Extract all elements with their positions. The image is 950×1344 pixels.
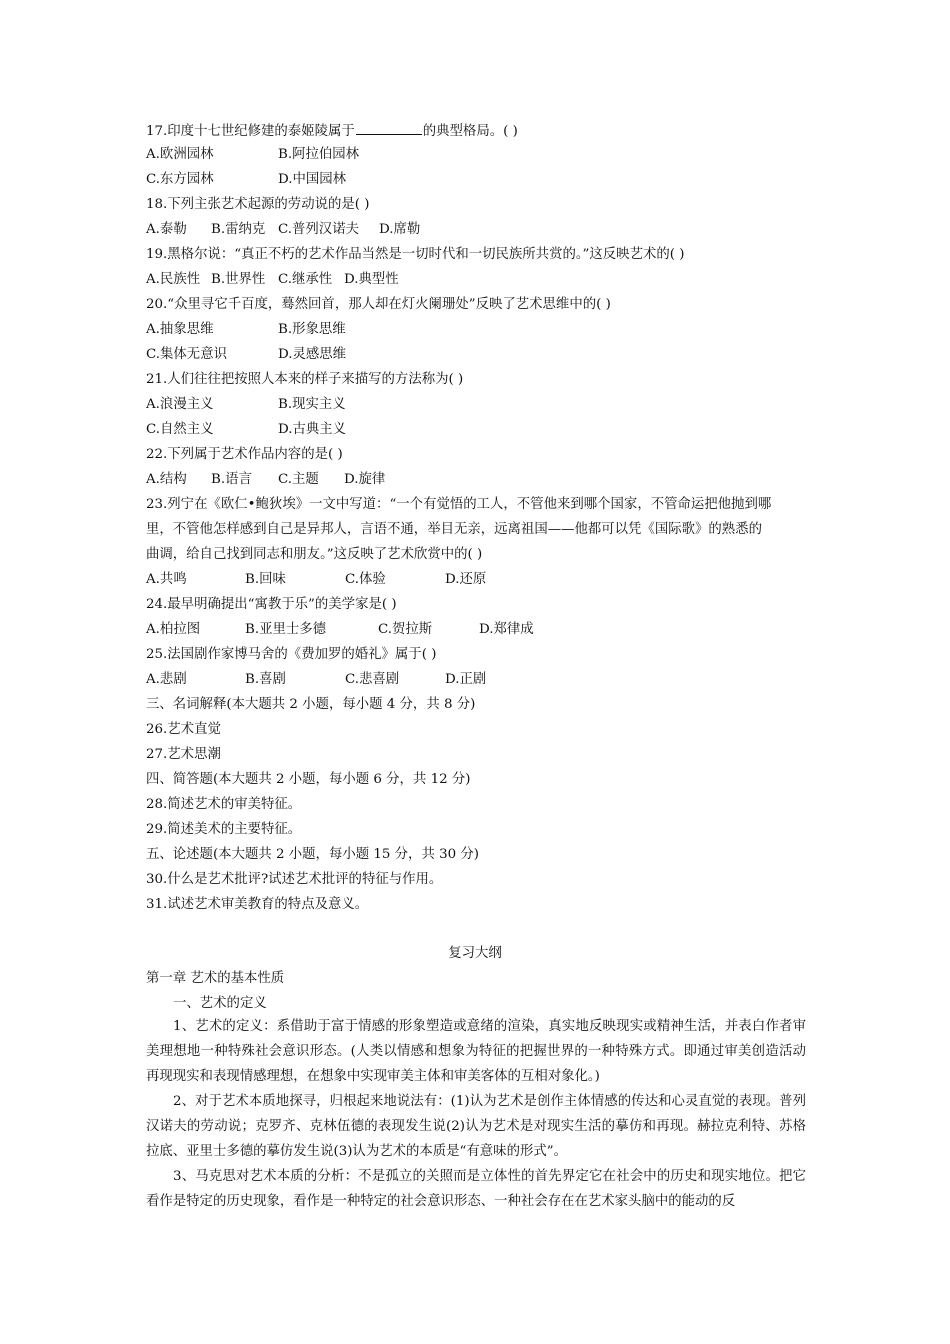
question-24-stem: 24.最早明确提出“寓教于乐”的美学家是( ) (146, 597, 397, 612)
question-17 (146, 121, 518, 141)
option-a: A.欧洲园林 (146, 147, 214, 162)
section-3-heading: 三、名词解释(本大题共 2 小题，每小题 4 分，共 8 分) (146, 697, 476, 712)
question-23-stem-line3: 曲调，给自己找到同志和朋友。”这反映了艺术欣赏中的( ) (146, 547, 483, 562)
option-b: B.回味 (245, 572, 286, 587)
option-a: A.柏拉图 (146, 622, 201, 637)
section-4-heading: 四、简答题(本大题共 2 小题，每小题 6 分，共 12 分) (146, 772, 471, 787)
option-c: C.主题 (278, 472, 319, 487)
option-a: A.民族性 (146, 272, 201, 287)
section-subheading: 一、艺术的定义 (173, 996, 267, 1011)
outline-title: 复习大纲 (448, 946, 502, 961)
option-c: C.东方园林 (146, 172, 214, 187)
option-d: D.古典主义 (278, 422, 347, 437)
option-d: D.旋律 (344, 472, 386, 487)
question-31: 31.试述艺术审美教育的特点及意义。 (146, 897, 369, 912)
option-c: C.集体无意识 (146, 347, 227, 362)
option-d: D.典型性 (344, 272, 399, 287)
question-29: 29.简述美术的主要特征。 (146, 822, 302, 837)
chapter-heading: 第一章 艺术的基本性质 (146, 971, 285, 986)
option-a: A.结构 (146, 472, 187, 487)
option-a: A.泰勒 (146, 222, 187, 237)
option-c: C.悲喜剧 (345, 672, 400, 687)
option-c: C.继承性 (278, 272, 333, 287)
option-d: D.中国园林 (278, 172, 347, 187)
option-d: D.席勒 (379, 222, 421, 237)
option-b: B.雷纳克 (211, 222, 266, 237)
option-a: A.悲剧 (146, 672, 187, 687)
question-25-stem: 25.法国剧作家博马舍的《费加罗的婚礼》属于( ) (146, 647, 437, 662)
answer-blank (356, 121, 422, 135)
option-b: B.现实主义 (278, 397, 346, 412)
question-21-stem: 21.人们往往把按照人本来的样子来描写的方法称为( ) (146, 372, 464, 387)
outline-paragraph-3: 3、马克思对艺术本质的分析：不是孤立的关照而是立体性的首先界定它在社会中的历史和现实地位。把它看作是特定的历史现象，看作是一种特定的社会意识形态、一种社会存在在艺术家头脑中的能动的反 (146, 1169, 806, 1209)
question-19-stem: 19.黑格尔说：“真正不朽的艺术作品当然是一切时代和一切民族所共赏的。”这反映艺术的( ) (146, 247, 685, 262)
question-22-stem: 22.下列属于艺术作品内容的是( ) (146, 447, 343, 462)
option-c: C.自然主义 (146, 422, 214, 437)
option-c: C.体验 (345, 572, 386, 587)
option-b: B.语言 (211, 472, 252, 487)
option-b: B.阿拉伯园林 (278, 147, 360, 162)
option-d: D.正剧 (445, 672, 487, 687)
section-5-heading: 五、论述题(本大题共 2 小题，每小题 15 分，共 30 分) (146, 847, 480, 862)
question-23-stem-line1: 23.列宁在《欧仁•鲍狄埃》一文中写道：“一个有觉悟的工人，不管他来到哪个国家，不管命运把他抛到哪 (146, 497, 772, 512)
option-c: C.贺拉斯 (378, 622, 433, 637)
option-b: B.亚里士多德 (245, 622, 327, 637)
option-a: A.浪漫主义 (146, 397, 214, 412)
option-c: C.普列汉诺夫 (278, 222, 359, 237)
option-d: D.郑律成 (479, 622, 534, 637)
question-18-stem: 18.下列主张艺术起源的劳动说的是( ) (146, 197, 370, 212)
option-a: A.抽象思维 (146, 322, 214, 337)
question-28: 28.简述艺术的审美特征。 (146, 797, 302, 812)
question-17-stem-start: 17.印度十七世纪修建的泰姬陵属于 (146, 124, 355, 139)
question-20-stem: 20.“众里寻它千百度，蓦然回首，那人却在灯火阑珊处”反映了艺术思维中的( ) (146, 297, 611, 312)
question-30: 30.什么是艺术批评?试述艺术批评的特征与作用。 (146, 872, 443, 887)
option-b: B.世界性 (211, 272, 266, 287)
question-27: 27.艺术思潮 (146, 747, 221, 762)
option-b: B.喜剧 (245, 672, 286, 687)
question-17-stem-end: 的典型格局。( ) (422, 124, 518, 139)
option-d: D.灵感思维 (278, 347, 347, 362)
option-b: B.形象思维 (278, 322, 346, 337)
question-26: 26.艺术直觉 (146, 722, 221, 737)
question-23-stem-line2: 里，不管他怎样感到自己是异邦人，言语不通，举目无亲，远离祖国——他都可以凭《国际歌》的熟悉的 (146, 522, 762, 537)
option-a: A.共鸣 (146, 572, 187, 587)
outline-paragraph-1: 1、艺术的定义：系借助于富于情感的形象塑造或意绪的渲染，真实地反映现实或精神生活，并表白作者审美理想地一种特殊社会意识形态。(人类以情感和想象为特征的把握世界的一种特殊方式。即通过审美创造活动再现现实和表现情感理想，在想象中实现审美主体和审美客体的互相对象化。) (146, 1019, 806, 1084)
option-d: D.还原 (445, 572, 487, 587)
outline-paragraph-2: 2、对于艺术本质地探寻，归根起来地说法有：(1)认为艺术是创作主体情感的传达和心灵直觉的表现。普列汉诺夫的劳动说；克罗齐、克林伍德的表现发生说(2)认为艺术是对现实生活的摹仿和再现。赫拉克利特、苏格拉底、亚里士多德的摹仿发生说(3)认为艺术的本质是“有意味的形式”。 (146, 1094, 806, 1159)
